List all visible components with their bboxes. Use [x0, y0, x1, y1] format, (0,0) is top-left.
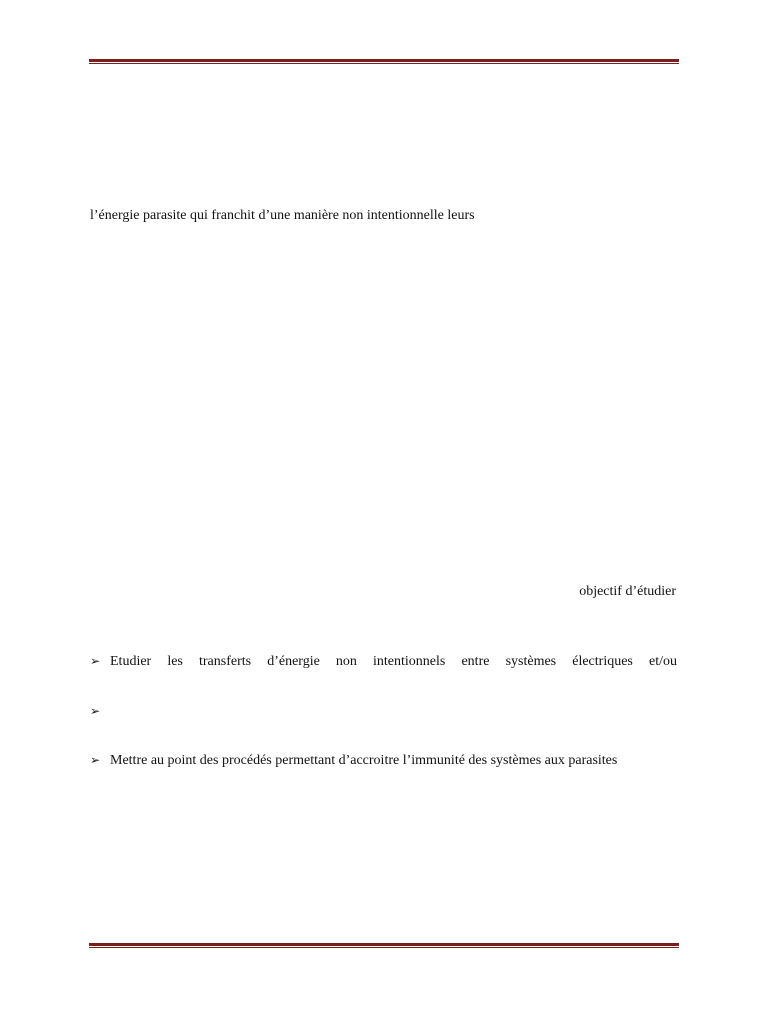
- paragraph-fragment: l’énergie parasite qui franchit d’une manière non intentionnelle leurs: [90, 208, 475, 223]
- word: transferts: [199, 654, 252, 669]
- word: intentionnels: [373, 654, 446, 669]
- word: électriques: [572, 654, 633, 669]
- header-rule: [89, 59, 679, 64]
- arrow-bullet-icon: ➢: [90, 654, 101, 668]
- arrow-bullet-icon: ➢: [90, 753, 101, 767]
- bullet-item: [90, 751, 677, 770]
- footer-rule: [89, 943, 679, 948]
- word: Etudier: [110, 654, 152, 669]
- bullet-item: [90, 652, 677, 671]
- word: entre: [461, 654, 490, 669]
- word: et/ou: [648, 654, 677, 669]
- objective-fragment: objectif d’étudier: [579, 584, 676, 599]
- bullet-text: Mettre au point des procédés permettant d’accroitre l’immunité des systèmes aux parasites: [110, 753, 618, 768]
- word: les: [167, 654, 183, 669]
- bullet-item: [90, 702, 677, 720]
- word: non: [335, 654, 357, 669]
- word: systèmes: [505, 654, 557, 669]
- arrow-bullet-icon: ➢: [90, 704, 101, 718]
- bullet-text: [110, 653, 677, 671]
- word: d’énergie: [267, 654, 320, 669]
